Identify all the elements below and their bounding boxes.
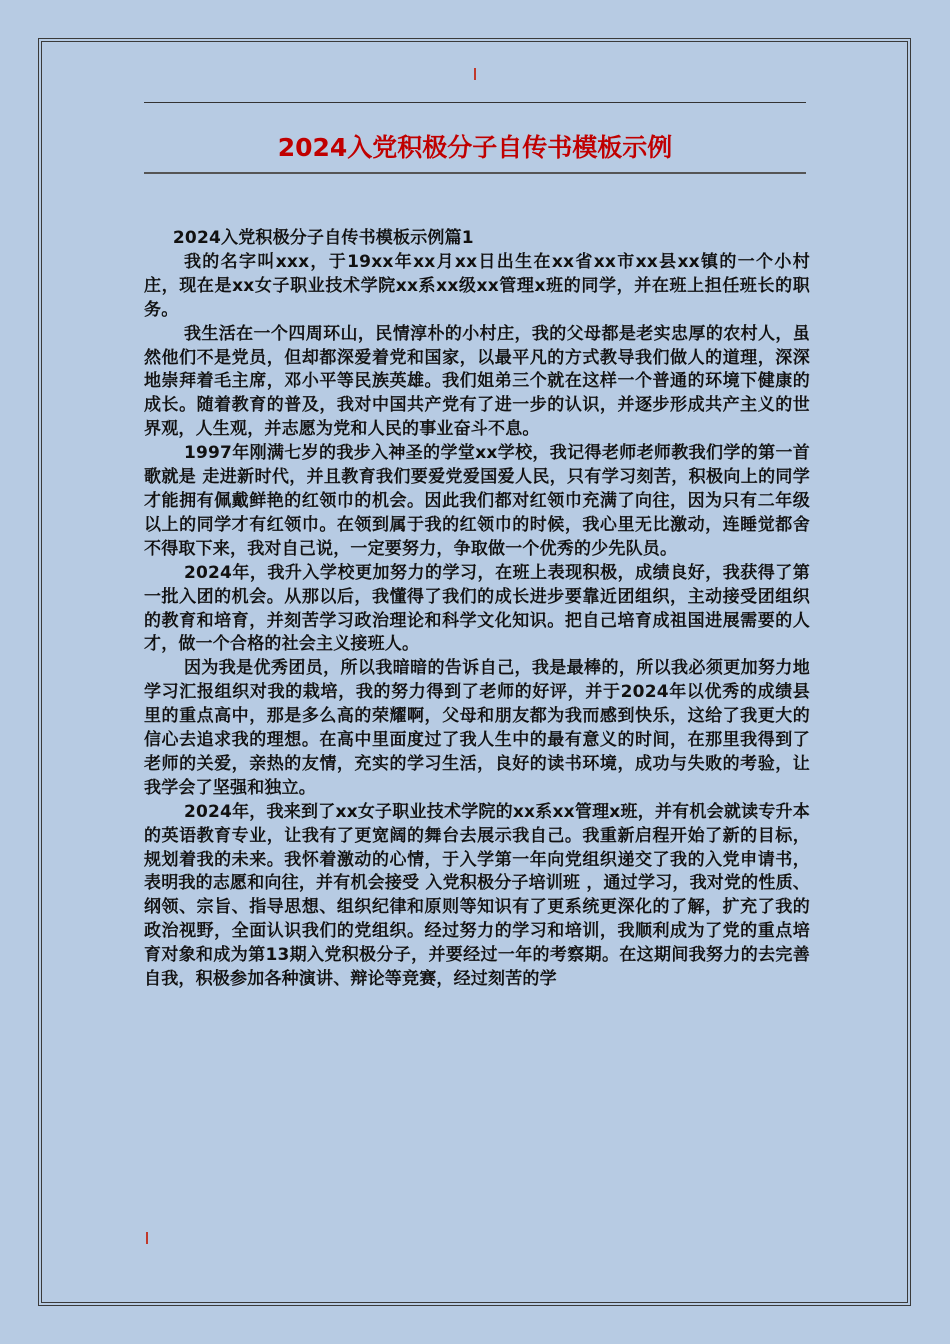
paragraph: 2024年，我来到了xx女子职业技术学院的xx系xx管理x班，并有机会就读专升本的英语教育专业，让我有了更宽阔的舞台去展示我自己。我重新启程开始了新的目标，规划着我的未来。我怀着激动的心情，于入学第一年向党组织递交了我的入党申请书，表明我的志愿和向往，并有机会接受 入党积极分子培训班 ，通过学习，我对党的性质、纲领、宗旨、指导思想、组织纪律和原则等知识有了更系统更深化的了解，扩充了我的政治视野，全面认识我们的党组织。经过努力的学习和培训，我顺利成为了党的重点培育对象和成为第13期入党积极分子，并要经过一年的考察期。在这期间我努力的去完善自我，积极参加各种演讲、辩论等竞赛，经过刻苦的学: [144, 801, 810, 990]
section-heading: 2024入党积极分子自传书模板示例篇1: [172, 228, 474, 248]
header-rule: [144, 102, 806, 103]
title-underline: [144, 172, 806, 174]
document-title: 2024入党积极分子自传书模板示例: [277, 133, 673, 162]
paragraph: 2024年，我升入学校更加努力的学习，在班上表现积极，成绩良好，我获得了第一批入团的机会。从那以后，我懂得了我们的成长进步要靠近团组织，主动接受团组织的教育和培育，并刻苦学习政治理论和科学文化知识。把自己培育成祖国进展需要的人才，做一个合格的社会主义接班人。: [144, 562, 810, 655]
document-body: [144, 227, 810, 992]
paragraph: 1997年刚满七岁的我步入神圣的学堂xx学校，我记得老师老师教我们学的第一首歌就是 走进新时代，并且教育我们要爱党爱国爱人民，只有学习刻苦，积极向上的同学才能拥有佩戴鲜艳的红领巾的机会。因此我们都对红领巾充满了向往，因为只有二年级以上的同学才有红领巾。在领到属于我的红领巾的时候，我心里无比激动，连睡觉都舍不得取下来，我对自己说，一定要努力，争取做一个优秀的少先队员。: [144, 443, 810, 559]
paragraph: 我的名字叫xxx，于19xx年xx月xx日出生在xx省xx市xx县xx镇的一个小村庄，现在是xx女子职业技术学院xx系xx级xx管理x班的同学，并在班上担任班长的职务。: [144, 251, 810, 320]
footer-marker: [146, 1232, 148, 1244]
paragraph: 我生活在一个四周环山，民情淳朴的小村庄，我的父母都是老实忠厚的农村人，虽然他们不是党员，但却都深爱着党和国家，以最平凡的方式教导我们做人的道理，深深地崇拜着毛主席，邓小平等民族英雄。我们姐弟三个就在这样一个普通的环境下健康的成长。随着教育的普及，我对中国共产党有了进一步的认识，并逐步形成共产主义的世界观，人生观，并志愿为党和人民的事业奋斗不息。: [144, 323, 810, 440]
paragraph: 因为我是优秀团员，所以我暗暗的告诉自己，我是最棒的，所以我必须更加努力地学习汇报组织对我的栽培，我的努力得到了老师的好评，并于2024年以优秀的成绩县里的重点高中，那是多么高的荣耀啊，父母和朋友都为我而感到快乐，这给了我更大的信心去追求我的理想。在高中里面度过了我人生中的最有意义的时间，在那里我得到了老师的关爱，亲热的友情，充实的学习生活，良好的读书环境，成功与失败的考验，让我学会了坚强和独立。: [144, 658, 810, 798]
header-marker: [474, 68, 476, 80]
